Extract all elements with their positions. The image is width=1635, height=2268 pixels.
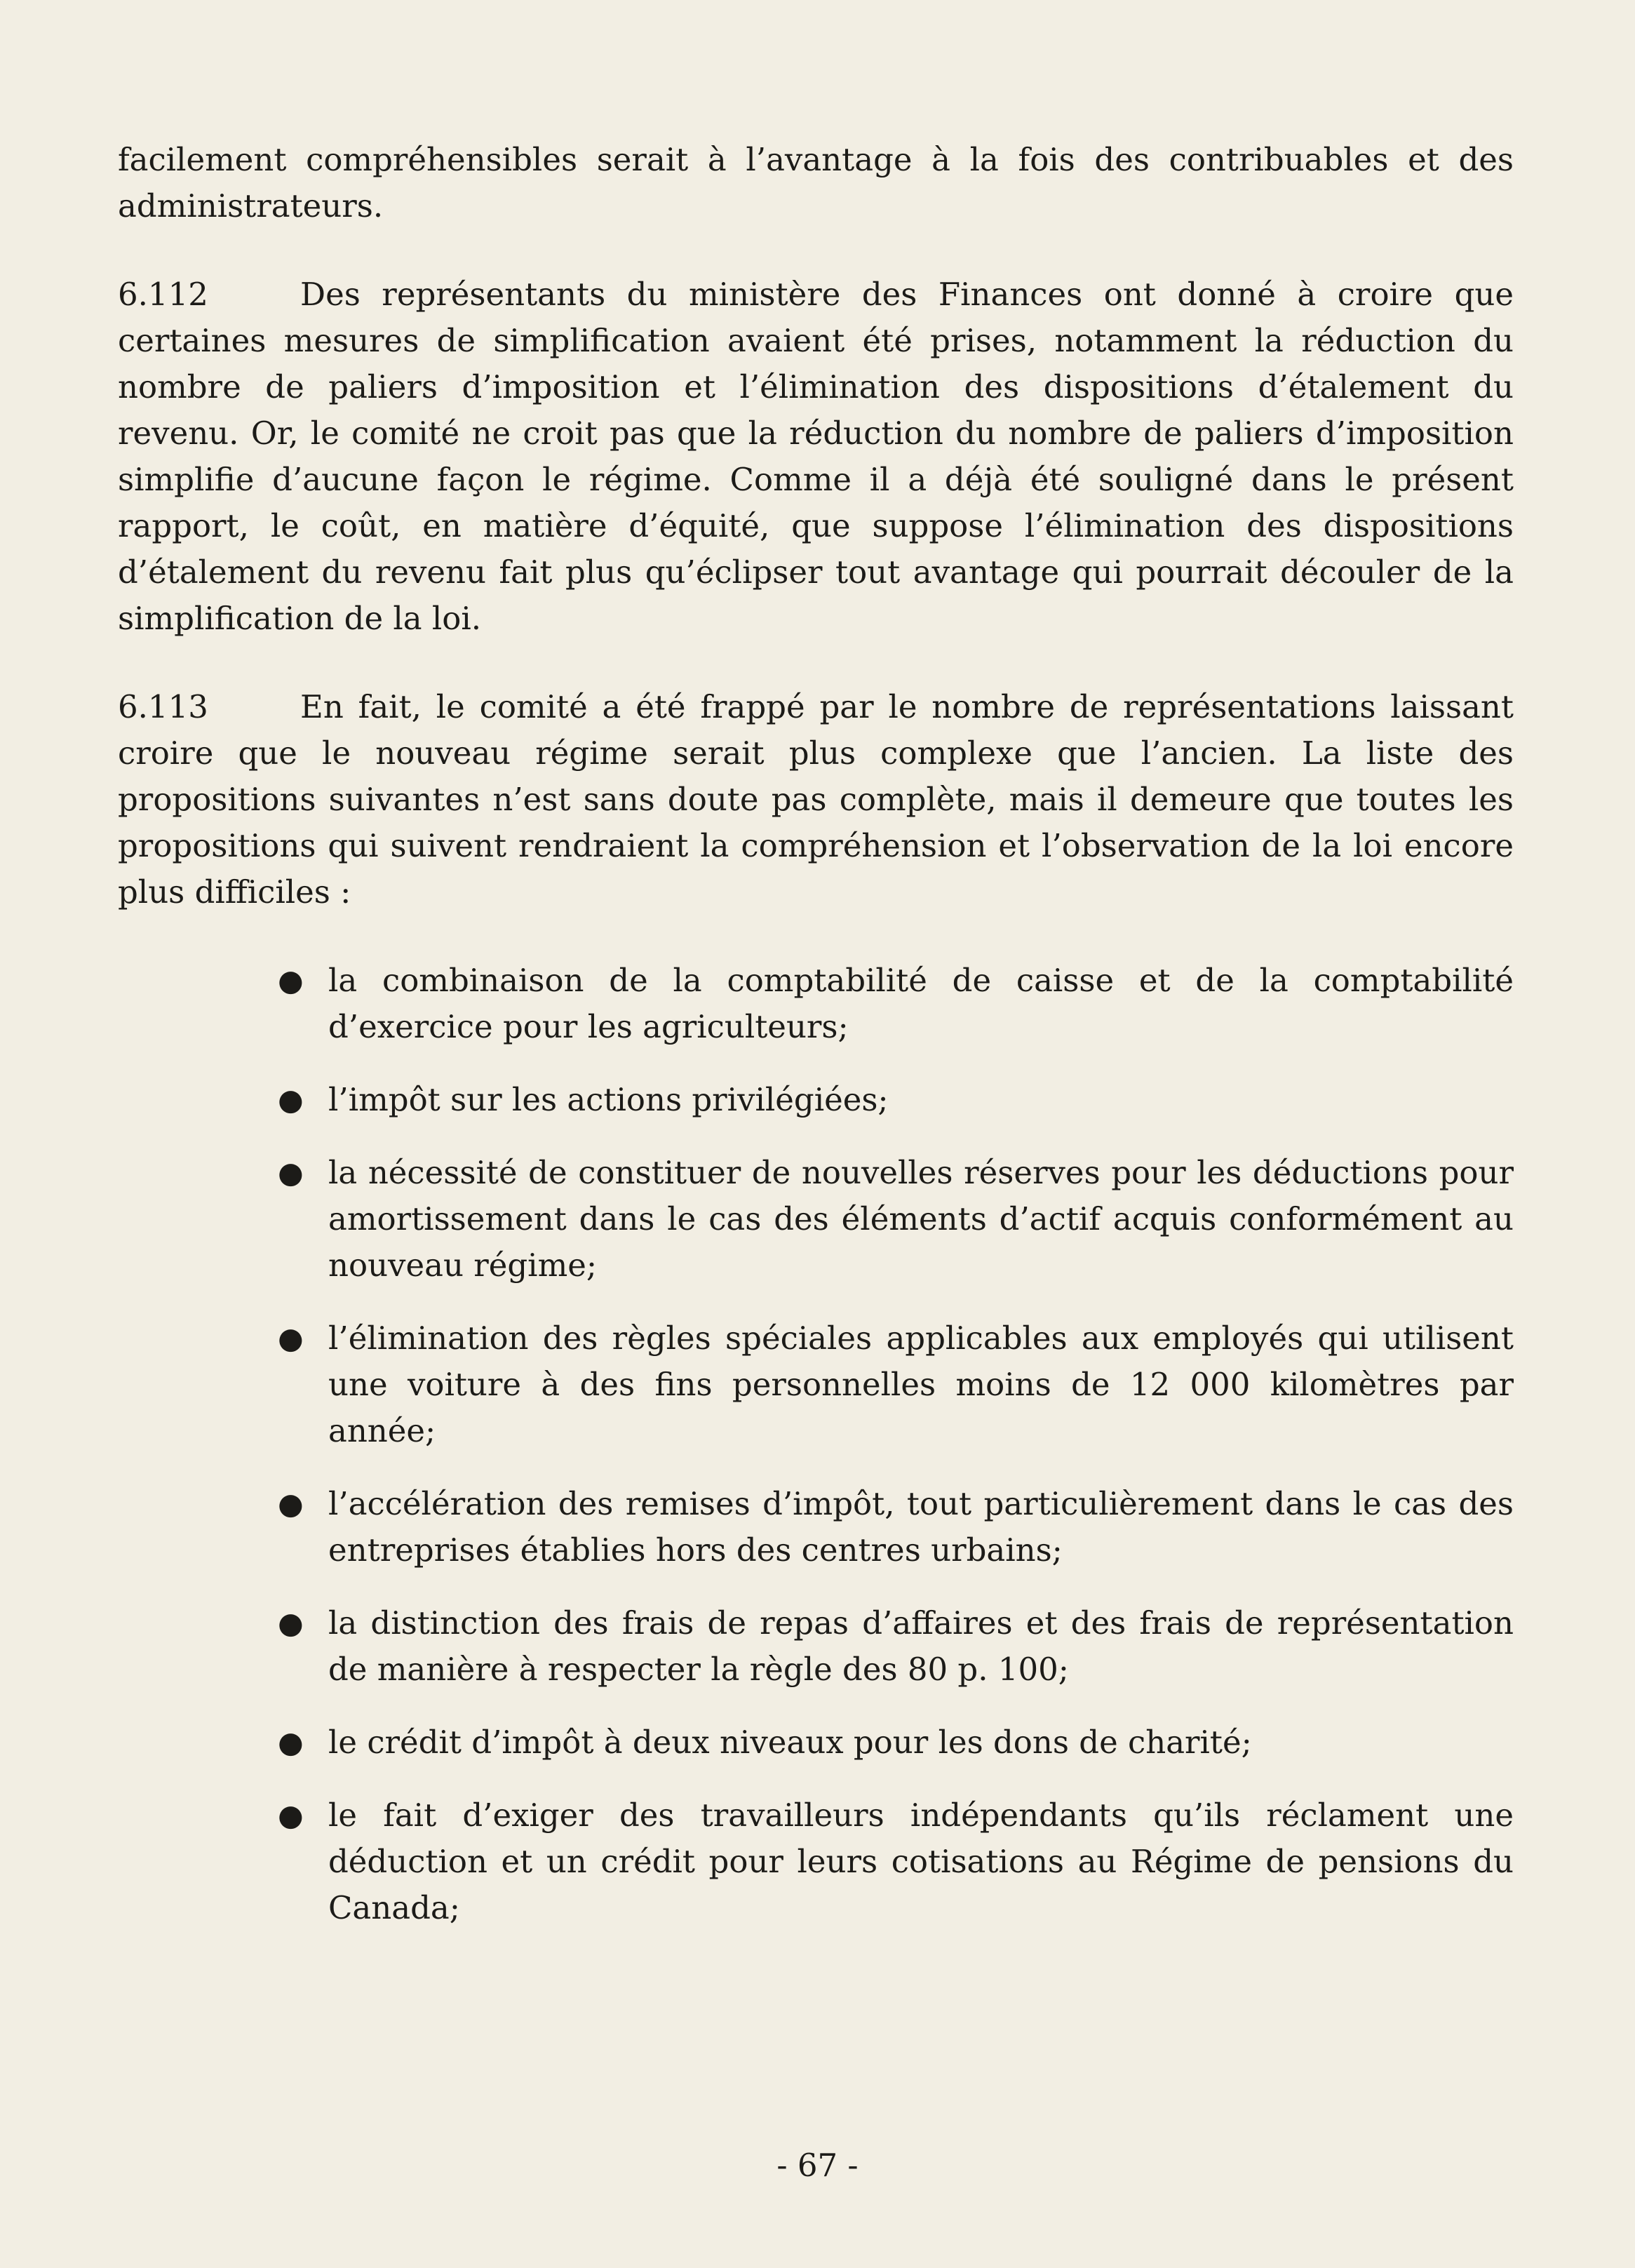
list-item-text: le crédit d’impôt à deux niveaux pour les dons de charité; [328, 1724, 1252, 1761]
paragraph-6-112 [118, 271, 1514, 642]
bullet-icon: ● [278, 1798, 304, 1832]
list-item-text: l’accélération des remises d’impôt, tout particulièrement dans le cas des entreprises établies hors des centres urbains; [328, 1485, 1514, 1569]
paragraph-number: 6.112 [118, 276, 208, 313]
list-item-text: l’élimination des règles spéciales applicables aux employés qui utilisent une voiture à des fins personnelles moins de 12 000 kilomètres par année; [328, 1320, 1514, 1449]
bullet-icon: ● [278, 1606, 304, 1640]
paragraph-number: 6.113 [118, 688, 208, 725]
list-item [118, 1315, 1514, 1454]
bullet-icon: ● [278, 1155, 304, 1190]
list-item [118, 958, 1514, 1050]
page-number: - 67 - [776, 2147, 859, 2184]
list-item [118, 1077, 1514, 1123]
list-item-text: la distinction des frais de repas d’affaires et des frais de représentation de manière à respecter la règle des 80 p. 100; [328, 1604, 1514, 1688]
paragraph-6-113 [118, 684, 1514, 915]
proposal-list [118, 958, 1514, 1931]
paragraph-continued [118, 137, 1514, 229]
document-page [118, 137, 1514, 1958]
list-item [118, 1150, 1514, 1289]
list-item-text: la combinaison de la comptabilité de caisse et de la comptabilité d’exercice pour les agriculteurs; [328, 962, 1514, 1045]
paragraph-text: En fait, le comité a été frappé par le nombre de représentations laissant croire que le nouveau régime serait plus complexe que l’ancien. La liste des propositions suivantes n’est sans doute pas complète, mais il demeure que toutes les propositions qui suivent rendraient la compréhension et l’observation de la loi encore plus difficiles : [118, 688, 1514, 911]
bullet-icon: ● [278, 1725, 304, 1759]
list-item-text: la nécessité de constituer de nouvelles réserves pour les déductions pour amortissement dans le cas des éléments d’actif acquis conformément au nouveau régime; [328, 1154, 1514, 1284]
list-item [118, 1792, 1514, 1931]
list-item [118, 1481, 1514, 1573]
bullet-icon: ● [278, 1082, 304, 1117]
list-item-text: l’impôt sur les actions privilégiées; [328, 1081, 889, 1118]
list-item [118, 1600, 1514, 1693]
list-item-text: le fait d’exiger des travailleurs indépendants qu’ils réclament une déduction et un crédit pour leurs cotisations au Régime de pensions du Canada; [328, 1797, 1514, 1926]
bullet-icon: ● [278, 1487, 304, 1521]
paragraph-text: facilement compréhensibles serait à l’avantage à la fois des contribuables et des administrateurs. [118, 141, 1514, 224]
list-item [118, 1719, 1514, 1766]
paragraph-text: Des représentants du ministère des Finances ont donné à croire que certaines mesures de simplification avaient été prises, notamment la réduction du nombre de paliers d’imposition et l’élimination des dispositions d’étalement du revenu. Or, le comité ne croit pas que la réduction du nombre de paliers d’imposition simplifie d’aucune façon le régime. Comme il a déjà été souligné dans le présent rapport, le coût, en matière d’équité, que suppose l’élimination des dispositions d’étalement du revenu fait plus qu’éclipser tout avantage qui pourrait découler de la simplification de la loi. [118, 276, 1514, 637]
bullet-icon: ● [278, 963, 304, 998]
bullet-icon: ● [278, 1321, 304, 1355]
